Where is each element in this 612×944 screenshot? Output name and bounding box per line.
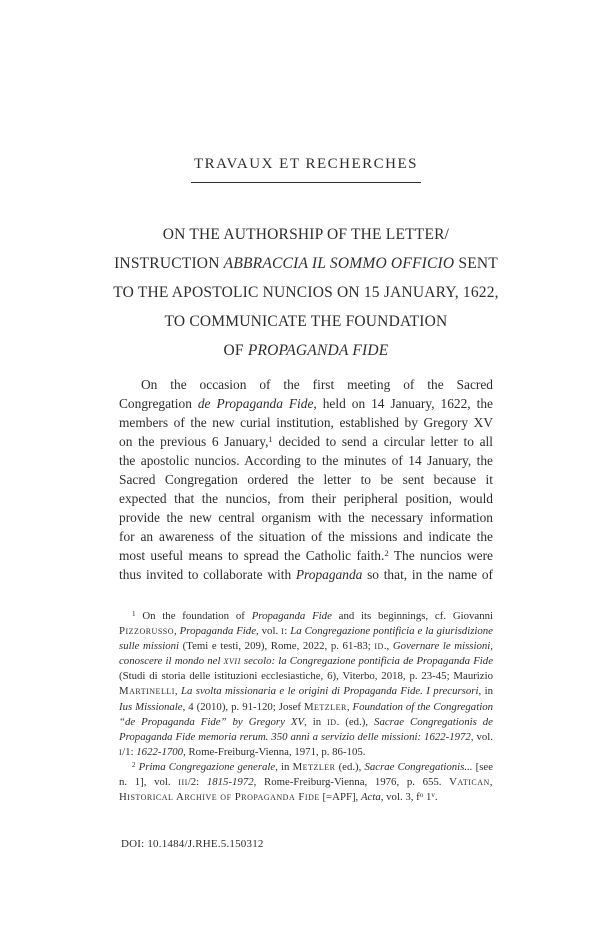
running-head: TRAVAUX ET RECHERCHES (193, 156, 419, 172)
title-line-5: OF PROPAGANDA FIDE (223, 342, 389, 359)
doi: DOI: 10.1484/J.RHE.5.150312 (121, 838, 264, 850)
footnote-2: $^2$ Prima Congregazione generale, in Metzler (ed.), Sacrae Congregationis... [see n. 1], vol. iii/2: 1815-1972, Rome-Freiburg-Vienna, 1976, p. 655. Vatican, Historical Archive of Propaganda Fide [=APF], Acta, vol. 3, $f^o$ 1$^v$. (119, 760, 493, 804)
article-title (102, 220, 510, 365)
text-block (102, 155, 510, 805)
title-line-4: TO COMMUNICATE THE FOUNDATION (164, 313, 448, 330)
footnote-1: $^1$ On the foundation of Propaganda Fide and its beginnings, cf. Giovanni Pizzorusso, Propaganda Fide, vol. i: La Congregazione pontificia e la giurisdizione sulle missioni (Temi e testi, 209), Rome, 2022, p. 61-83; id., Governare le missioni, conoscere il mondo nel xvii secolo: la Congregazione pontificia de Propaganda Fide (Studi di storia delle istituzioni ecclesiastiche, 6), Viterbo, 2018, p. 23-45; Maurizio Martinelli, La svolta missionaria e le origini di Propaganda Fide. I precursori, in Ius Missionale, 4 (2010), p. 91-120; Josef Metzler, Foundation of the Congregation “de Propaganda Fide” by Gregory XV, in id. (ed.), Sacrae Congregationis de Propaganda Fide memoria rerum. 350 anni a servizio delle missioni: 1622-1972, vol. i/1: 1622-1700, Rome-Freiburg-Vienna, 1971, p. 86-105. (119, 609, 494, 758)
title-line-1: ON THE AUTHORSHIP OF THE LETTER/ (162, 226, 450, 243)
body-paragraph: On the occasion of the first meeting of the Sacred Congregation de Propaganda Fide, held on 14 January, 1622, the members of the new curial institution, established by Gregory XV on the previous 6 January,$^1$ decided to send a circular letter to all the apostolic nuncios. According to the minutes of 14 January, the Sacred Congregation ordered the letter to be sent because it expected that the nuncios, from their peripheral position, would provide the new central organism with the necessary information for an awareness of the situation of the missions and indicate the most useful means to spread the Catholic faith.$^2$ The nuncios were thus invited to collaborate with Propaganda so that, in the name of (119, 377, 493, 582)
footnotes (102, 609, 510, 805)
title-line-3: TO THE APOSTOLIC NUNCIOS ON 15 JANUARY, 1622, (113, 284, 499, 301)
title-line-2: INSTRUCTION ABBRACCIA IL SOMMO OFFICIO SENT (114, 255, 498, 272)
running-head-rule (191, 182, 421, 183)
